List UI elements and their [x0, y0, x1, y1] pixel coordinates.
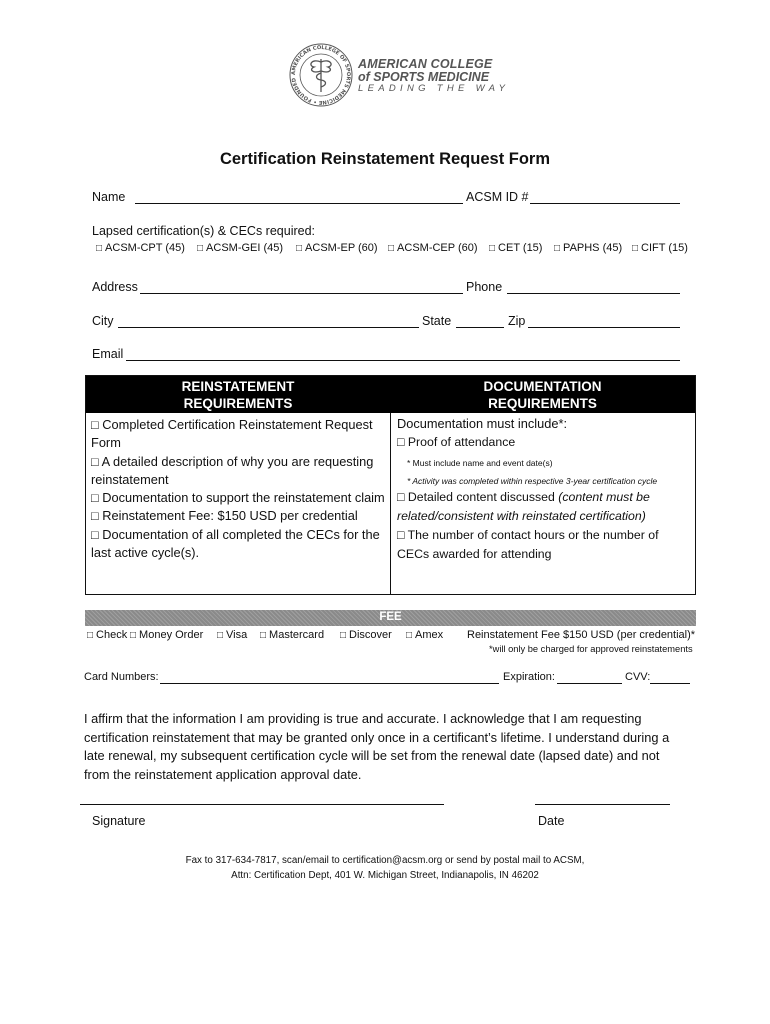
- doc-note-name-date: * Must include name and event date(s): [407, 458, 553, 468]
- checkbox[interactable]: □: [96, 243, 103, 254]
- cert-option-cpt[interactable]: [96, 242, 185, 254]
- address-label: Address: [92, 280, 138, 294]
- expiration-field[interactable]: [557, 683, 622, 684]
- doc-hours-item: □ The number of contact hours or the number of: [397, 528, 659, 542]
- zip-label: Zip: [508, 314, 526, 328]
- card-numbers-field[interactable]: [160, 683, 499, 684]
- logo-line-2: of SPORTS MEDICINE: [358, 70, 490, 84]
- card-numbers-label: Card Numbers:: [84, 671, 159, 683]
- cert-option-cep[interactable]: [388, 242, 478, 254]
- fee-title: FEE: [379, 611, 402, 623]
- zip-field[interactable]: [528, 327, 680, 328]
- acsm-id-field[interactable]: [530, 203, 680, 204]
- state-label: State: [422, 314, 452, 328]
- logo-line-1: AMERICAN COLLEGE: [358, 57, 493, 71]
- documentation-requirements-header: DOCUMENTATION REQUIREMENTS: [483, 379, 602, 411]
- reinstatement-requirements-header: REINSTATEMENT REQUIREMENTS: [181, 379, 295, 411]
- cert-option-label: ACSM-CEP (60): [397, 242, 478, 254]
- date-field[interactable]: [535, 804, 670, 805]
- fee-section-bar: [85, 610, 696, 626]
- name-label: Name: [92, 190, 126, 204]
- name-field[interactable]: [135, 203, 463, 204]
- phone-field[interactable]: [507, 293, 680, 294]
- requirements-table: [85, 375, 696, 595]
- state-field[interactable]: [456, 327, 504, 328]
- requirement-item: □ Documentation to support the reinstatement claim: [91, 490, 385, 506]
- doc-detail-continued: related/consistent with reinstated certification): [397, 509, 646, 523]
- address-field[interactable]: [140, 293, 463, 294]
- date-label: Date: [538, 814, 565, 828]
- cert-option-gei[interactable]: [197, 242, 283, 254]
- acsm-id-label: ACSM ID #: [466, 190, 529, 204]
- payment-visa[interactable]: □ Visa: [217, 629, 248, 641]
- documentation-requirements-list: [397, 416, 692, 566]
- checkbox[interactable]: □: [197, 243, 204, 254]
- signature-label: Signature: [92, 814, 146, 828]
- payment-amex[interactable]: □ Amex: [406, 629, 444, 641]
- doc-hours-continued: CECs awarded for attending: [397, 547, 552, 561]
- fee-note: *will only be charged for approved reinstatements: [489, 644, 693, 654]
- cert-option-label: ACSM-EP (60): [305, 242, 378, 254]
- cert-option-label: ACSM-GEI (45): [206, 242, 284, 254]
- cvv-label: CVV:: [625, 671, 651, 683]
- checkbox[interactable]: □: [632, 243, 639, 254]
- cvv-field[interactable]: [650, 683, 690, 684]
- payment-money-order[interactable]: □ Money Order: [130, 629, 204, 641]
- cert-option-paphs[interactable]: [554, 242, 622, 254]
- column-divider: [390, 413, 391, 594]
- signature-field[interactable]: [80, 804, 444, 805]
- email-field[interactable]: [126, 360, 680, 361]
- checkbox[interactable]: □: [554, 243, 561, 254]
- doc-detail-item: □ Detailed content discussed (content must be: [397, 490, 650, 504]
- phone-label: Phone: [466, 280, 503, 294]
- cert-option-label: CIFT (15): [641, 242, 688, 254]
- cert-option-cift[interactable]: [632, 242, 688, 254]
- payment-mastercard[interactable]: □ Mastercard: [260, 629, 325, 641]
- cert-option-label: ACSM-CPT (45): [105, 242, 185, 254]
- requirement-item: □ A detailed description of why you are requesting reinstatement: [91, 453, 374, 487]
- checkbox[interactable]: □: [296, 243, 303, 254]
- payment-discover[interactable]: □ Discover: [340, 629, 392, 641]
- lapsed-certifications-label: Lapsed certification(s) & CECs required:: [92, 224, 316, 238]
- requirements-table-header: [86, 376, 695, 413]
- email-label: Email: [92, 347, 124, 361]
- city-field[interactable]: [118, 327, 419, 328]
- cert-option-cet[interactable]: [489, 242, 542, 254]
- expiration-label: Expiration:: [503, 671, 555, 683]
- svg-text:AMERICAN COLLEGE OF SPORTS MED: AMERICAN COLLEGE OF SPORTS MEDICINE • FOUNDED: [290, 44, 352, 106]
- cert-option-label: CET (15): [498, 242, 543, 254]
- affirmation-statement: I affirm that the information I am providing is true and accurate. I acknowledge that I am requesting certification reinstatement that may be granted only once in a certificant’s lifetime. I understand during a late renewal, my subsequent certification cycle will be set from the renewal date (lapsed date) and not from the reinstatement application approval date.: [84, 711, 670, 782]
- requirement-item: □ Reinstatement Fee: $150 USD per credential: [91, 508, 358, 524]
- footer-line-1: Fax to 317-634-7817, scan/email to certification@acsm.org or send by postal mail to ACSM,: [185, 855, 585, 866]
- doc-proof-item: □ Proof of attendance: [397, 435, 516, 449]
- doc-intro: Documentation must include*:: [397, 416, 568, 431]
- checkbox[interactable]: □: [388, 243, 395, 254]
- requirement-item: □ Documentation of all completed the CECs for the last active cycle(s).: [91, 526, 380, 561]
- form-title: Certification Reinstatement Request Form: [219, 150, 551, 168]
- logo-tagline: LEADING THE WAY: [358, 83, 510, 94]
- cert-option-ep[interactable]: [296, 242, 378, 254]
- reinstatement-fee-text: Reinstatement Fee $150 USD (per credential)*: [467, 629, 696, 641]
- submission-instructions: [0, 854, 770, 883]
- payment-check[interactable]: □ Check: [87, 629, 128, 641]
- footer-line-2: Attn: Certification Dept, 401 W. Michigan Street, Indianapolis, IN 46202: [231, 869, 539, 881]
- checkbox[interactable]: □: [489, 243, 496, 254]
- city-label: City: [92, 314, 114, 328]
- cert-option-label: PAPHS (45): [563, 242, 623, 254]
- doc-note-cycle: * Activity was completed within respective 3-year certification cycle: [407, 476, 658, 486]
- reinstatement-requirements-list: [91, 416, 386, 562]
- acsm-seal-logo: [288, 42, 354, 108]
- requirement-item: □ Completed Certification Reinstatement Request Form: [91, 417, 373, 451]
